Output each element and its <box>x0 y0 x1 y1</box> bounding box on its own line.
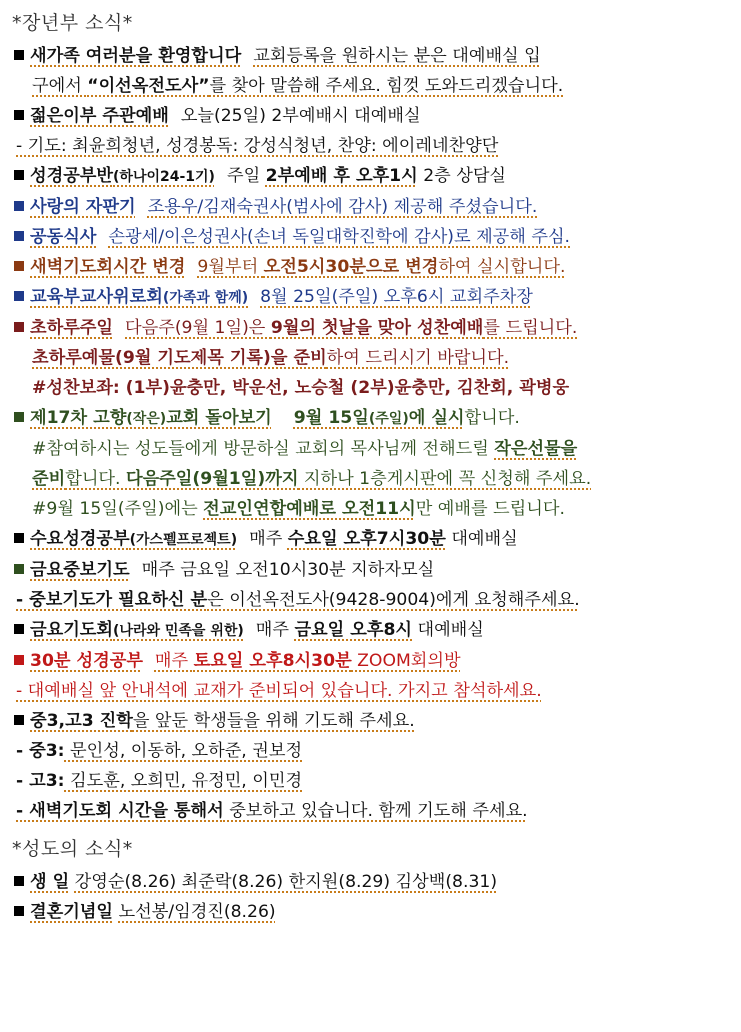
bible-study-a: 주일 <box>226 166 266 186</box>
friday-intercession-detail: 매주 금요일 오전10시30분 지하자모실 <box>141 560 435 580</box>
thirty-min-b: 토요일 오후8시30분 <box>193 651 352 671</box>
young-adult-sub-text: - 기도: 최윤희청년, 성경봉독: 강성식청년, 찬양: 에이레네찬양단 <box>16 136 499 156</box>
hometown-line3 <box>10 464 727 494</box>
wednesday-item <box>10 524 727 555</box>
square-bullet-icon <box>14 170 24 180</box>
friday-prayer-heading: 금요기도회 <box>30 620 114 640</box>
young-adult-sub <box>10 131 727 161</box>
square-bullet-icon <box>14 624 24 634</box>
thirty-min-sub-text: - 대예배실 앞 안내석에 교재가 준비되어 있습니다. 가지고 참석하세요. <box>16 681 542 701</box>
new-family-text1: 교회등록을 원하시는 분은 대예배실 입 <box>253 46 541 66</box>
first-day-heading: 초하루주일 <box>30 318 114 338</box>
education-paren: (가족과 함께) <box>162 290 249 306</box>
education-heading: 교육부교사위로회 <box>30 287 163 307</box>
hometown-d: 합니다. <box>464 408 520 428</box>
friday-prayer-c: 대예배실 <box>412 620 484 640</box>
hometown-heading2: 교회 돌아보기 <box>166 408 272 428</box>
love-vending-heading: 사랑의 자판기 <box>30 197 136 217</box>
square-bullet-icon <box>14 201 24 211</box>
exam-detail: 을 앞둔 학생들을 위해 기도해 주세요. <box>132 711 415 731</box>
square-bullet-icon <box>14 906 24 916</box>
friday-intercession-sub <box>10 585 727 615</box>
friday-intercession-sub-a: - 중보기도가 필요하신 분 <box>16 590 208 610</box>
first-day-c: 를 드립니다. <box>483 318 578 338</box>
hometown-item <box>10 403 727 434</box>
hometown-paren: (작은) <box>126 411 167 427</box>
square-bullet-icon <box>14 322 24 332</box>
first-day-line3-text: #성찬보좌: (1부)윤충만, 박운선, 노승철 (2부)윤충만, 김찬회, 곽병웅 <box>32 378 570 398</box>
first-day-item <box>10 313 727 343</box>
young-adult-detail: 오늘(25일) 2부예배시 대예배실 <box>180 106 421 126</box>
wednesday-b: 수요일 오후7시30분 <box>287 529 446 549</box>
young-adult-item <box>10 101 727 131</box>
hometown-line2b: 작은선물을 <box>494 439 578 459</box>
new-family-line2 <box>10 71 727 101</box>
thirty-min-heading: 30분 성경공부 <box>30 651 143 671</box>
hometown-line3d: 지하나 1층게시판에 꼭 신청해 주세요. <box>298 469 592 489</box>
common-meal-heading: 공동식사 <box>30 227 97 247</box>
love-vending-detail: 조용우/김재숙권사(범사에 감사) 제공해 주셨습니다. <box>147 197 538 217</box>
exam-sub1-label: - 중3: <box>16 741 65 761</box>
square-bullet-icon <box>14 412 24 422</box>
dawn-prayer-item <box>10 252 727 282</box>
first-day-a: 다음주(9월 1일)은 <box>125 318 271 338</box>
bible-study-b: 2부예배 후 오후1시 <box>265 166 418 186</box>
wednesday-c: 대예배실 <box>445 529 518 549</box>
exam-sub3-b: 중보하고 있습니다. 함께 기도해 주세요. <box>223 801 528 821</box>
church-news-title: *장년부 소식* <box>12 12 133 34</box>
new-family-quote: “이선옥전도사” <box>87 76 210 96</box>
thirty-min-item <box>10 646 727 676</box>
hometown-line2a: #참여하시는 성도들에게 방문하실 교회의 목사님께 전해드릴 <box>32 439 495 459</box>
hometown-line3a: 준비 <box>32 469 66 489</box>
thirty-min-c: ZOOM회의방 <box>351 651 461 671</box>
first-day-b: 9월의 첫날을 맞아 성찬예배 <box>270 318 484 338</box>
exam-sub2-names: 김도훈, 오희민, 유정민, 이민경 <box>64 771 303 791</box>
exam-heading: 중3,고3 진학 <box>30 711 133 731</box>
friday-intercession-heading: 금요중보기도 <box>30 560 130 580</box>
exam-sub1-names: 문인성, 이동하, 오하준, 권보정 <box>64 741 303 761</box>
hometown-line2 <box>10 434 727 464</box>
first-day-line2 <box>10 343 727 373</box>
hometown-line4 <box>10 494 727 524</box>
hometown-heading: 제17차 고향 <box>30 408 127 428</box>
friday-prayer-b: 금요일 오후8시 <box>294 620 413 640</box>
new-family-text2b: 를 찾아 말씀해 주세요. 힘껏 도와드리겠습니다. <box>209 76 564 96</box>
exam-sub3 <box>10 796 727 826</box>
member-news-title: *성도의 소식* <box>12 838 133 860</box>
square-bullet-icon <box>14 261 24 271</box>
square-bullet-icon <box>14 655 24 665</box>
hometown-line3c: 다음주일(9월1일)까지 <box>125 469 299 489</box>
bible-study-c: 2층 상담실 <box>417 166 507 186</box>
bible-study-heading: 성경공부반 <box>30 166 114 186</box>
friday-prayer-item <box>10 615 727 646</box>
wednesday-paren: (가스펠프로젝트) <box>129 532 238 548</box>
new-family-text2a: 구에서 <box>32 76 88 96</box>
square-bullet-icon <box>14 291 24 301</box>
hometown-c: 에 실시 <box>408 408 465 428</box>
hometown-line4b: 전교인연합예배로 오전11시 <box>203 499 416 519</box>
exam-sub2 <box>10 766 727 796</box>
young-adult-heading: 젊은이부 주관예배 <box>30 106 169 126</box>
anniversary-item <box>10 897 727 927</box>
new-family-item <box>10 41 727 71</box>
friday-prayer-a: 매주 <box>255 620 295 640</box>
anniversary-detail: 노선봉/임경진(8.26) <box>118 902 276 922</box>
square-bullet-icon <box>14 533 24 543</box>
dawn-prayer-heading: 새벽기도회시간 변경 <box>30 257 186 277</box>
square-bullet-icon <box>14 876 24 886</box>
hometown-line3b: 합니다. <box>65 469 126 489</box>
square-bullet-icon <box>14 231 24 241</box>
common-meal-item <box>10 222 727 252</box>
new-family-heading: 새가족 여러분을 환영합니다 <box>30 46 242 66</box>
thirty-min-sub <box>10 676 727 706</box>
thirty-min-a: 매주 <box>154 651 194 671</box>
hometown-line4a: #9월 15일(주일)에는 <box>32 499 204 519</box>
square-bullet-icon <box>14 715 24 725</box>
hometown-line4c: 만 예배를 드립니다. <box>415 499 565 519</box>
friday-intercession-item <box>10 555 727 585</box>
dawn-prayer-c: 하여 실시합니다. <box>438 257 566 277</box>
first-day-line3 <box>10 373 727 403</box>
exam-sub3-a: - 새벽기도회 시간을 통해서 <box>16 801 224 821</box>
exam-sub1 <box>10 736 727 766</box>
education-detail: 8월 25일(주일) 오후6시 교회주차장 <box>260 287 533 307</box>
first-day-line2b: 하여 드리시기 바랍니다. <box>326 348 510 368</box>
bible-study-item <box>10 161 727 192</box>
love-vending-item <box>10 192 727 222</box>
anniversary-heading: 결혼기념일 <box>30 902 114 922</box>
exam-sub2-label: - 고3: <box>16 771 65 791</box>
hometown-b: 9월 15일 <box>293 408 369 428</box>
friday-prayer-paren: (나라와 민족을 위한) <box>113 623 244 639</box>
friday-intercession-sub-b: 은 이선옥전도사(9428-9004)에게 요청해주세요. <box>207 590 580 610</box>
square-bullet-icon <box>14 50 24 60</box>
dawn-prayer-a: 9월부터 <box>197 257 264 277</box>
birthday-detail: 강영순(8.26) 최준락(8.26) 한지원(8.29) 김상백(8.31) <box>74 872 498 892</box>
birthday-heading: 생 일 <box>30 872 70 892</box>
hometown-paren2: (주일) <box>368 411 409 427</box>
square-bullet-icon <box>14 564 24 574</box>
wednesday-a: 매주 <box>249 529 288 549</box>
dawn-prayer-b: 오전5시30분으로 변경 <box>263 257 439 277</box>
birthday-item <box>10 867 727 897</box>
first-day-line2a: 초하루예물(9월 기도제목 기록)을 준비 <box>32 348 327 368</box>
exam-item <box>10 706 727 736</box>
education-item <box>10 282 727 313</box>
bible-study-paren: (하나이24-1기) <box>113 169 215 185</box>
common-meal-detail: 손광세/이은성권사(손녀 독일대학진학에 감사)로 제공해 주심. <box>108 227 571 247</box>
square-bullet-icon <box>14 110 24 120</box>
wednesday-heading: 수요성경공부 <box>30 529 130 549</box>
